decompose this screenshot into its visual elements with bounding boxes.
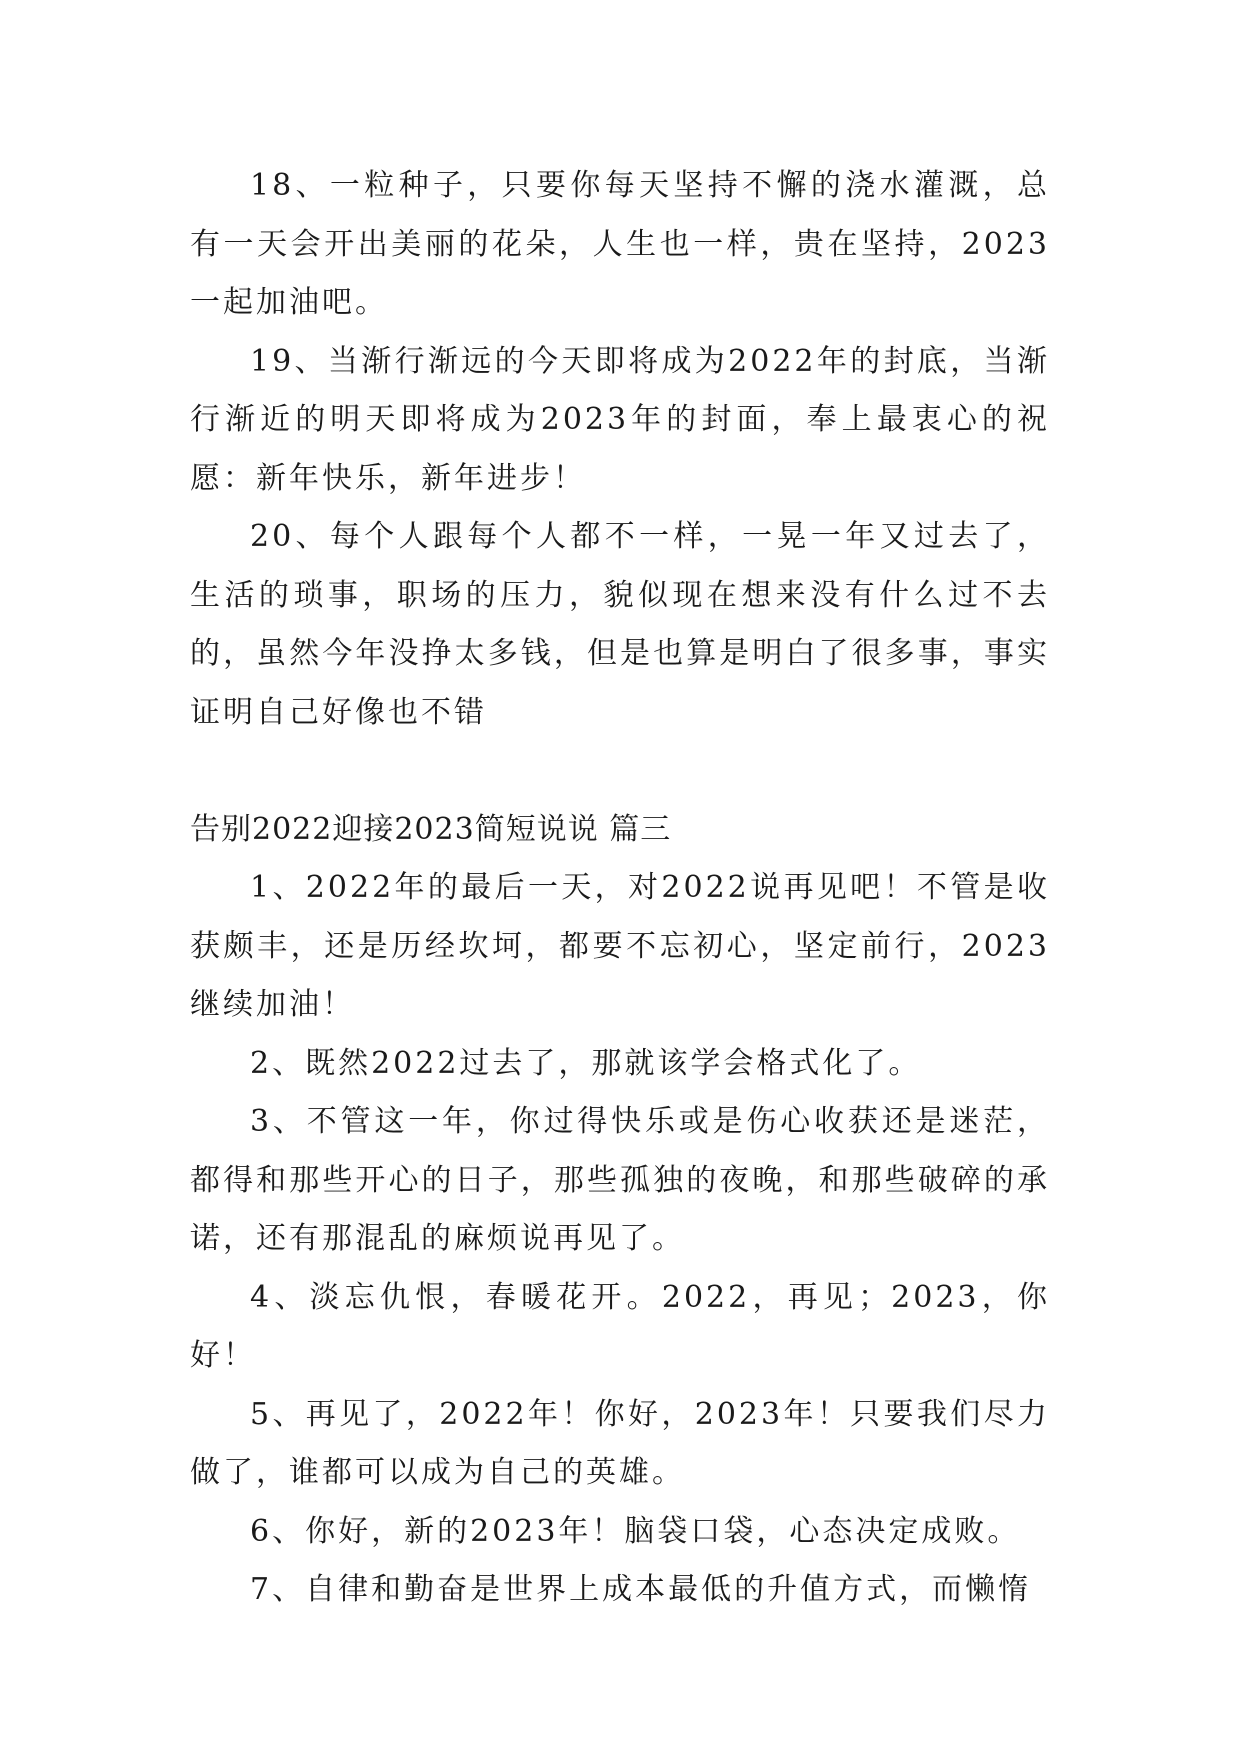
list-item: 7、自律和勤奋是世界上成本最低的升值方式，而懒惰 <box>250 1572 1032 1607</box>
list-item: 20、每个人跟每个人都不一样，一晃一年又过去了，生活的琐事，职场的压力，貌似现在想来没有什么过不去的，虽然今年没挣太多钱，但是也算是明白了很多事，事实证明自己好像也不错 <box>190 519 1050 730</box>
section-heading: 告别2022迎接2023简短说说 篇三 <box>190 811 672 847</box>
list-item: 3、不管这一年，你过得快乐或是伤心收获还是迷茫，都得和那些开心的日子，那些孤独的夜晚，和那些破碎的承诺，还有那混乱的麻烦说再见了。 <box>190 1104 1050 1256</box>
list-item: 6、你好，新的2023年！脑袋口袋，心态决定成败。 <box>250 1513 1021 1549</box>
list-item: 5、再见了，2022年！你好，2023年！只要我们尽力做了，谁都可以成为自己的英雄。 <box>190 1396 1050 1490</box>
document-content <box>190 157 1050 1620</box>
list-item: 4、淡忘仇恨，春暖花开。2022，再见；2023，你好！ <box>190 1279 1050 1373</box>
list-item: 19、当渐行渐远的今天即将成为2022年的封底，当渐行渐近的明天即将成为2023年的封面，奉上最衷心的祝愿：新年快乐，新年进步！ <box>190 343 1050 496</box>
list-item: 18、一粒种子，只要你每天坚持不懈的浇水灌溉，总有一天会开出美丽的花朵，人生也一样，贵在坚持，2023一起加油吧。 <box>190 168 1050 320</box>
list-item: 1、2022年的最后一天，对2022说再见吧！不管是收获颇丰，还是历经坎坷，都要不忘初心，坚定前行，2023继续加油！ <box>190 870 1050 1022</box>
list-item: 2、既然2022过去了，那就该学会格式化了。 <box>250 1045 922 1081</box>
